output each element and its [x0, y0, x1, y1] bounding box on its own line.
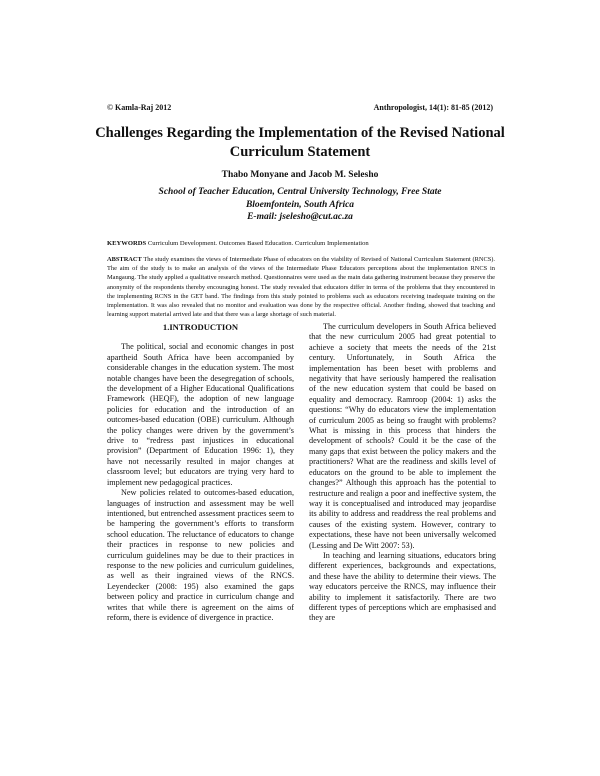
- paragraph: The curriculum developers in South Africa believed that the new curriculum 2005 had great potential to achieve a society that meets the needs of the 21st century. Unfortunately, in South Africa the implementation has been beset with problems and negativity that have seriously hampered the realisation of the new education system that could be based on equality and democracy. Ramroop (2004: 1) asks the questions: “Why do educators view the implementation of curriculum 2005 as being so fraught with problems? What is missing in this process that hinders the development of schools? Could it be the case of the many gaps that exist between the policy makers and the practitioners? What are the readiness and skills level of educators on the ground to be able to implement the changes?” Although this approach has the potential to restructure and realign a poor and ineffective system, the way it is conceptualised and introduced may jeopardise its ability to address and readdress the real problems and causes of the existing system. However, contrary to expectations, these have not been universally welcomed (Lessing and De Witt 2007: 53).: [309, 322, 496, 550]
- abstract-label: ABSTRACT: [107, 256, 142, 263]
- keywords-text: Curriculum Development. Outcomes Based Education. Curriculum Implementation: [147, 240, 369, 247]
- left-column: [107, 322, 294, 623]
- affiliation-line: School of Teacher Education, Central University Technology, Free State: [158, 187, 442, 197]
- paragraph: The political, social and economic changes in post apartheid South Africa have been accompanied by considerable changes in the education system. The most notable changes have been the desegregation of schools, the development of a Higher Educational Qualifications Framework (HEQF), the adoption of new language policies for education and the introduction of an outcomes-based education (OBE) curriculum. Although the policy changes were driven by the government’s drive to “redress past injustices in educational provision” (Department of Education 1996: 1), they have not necessarily resulted in major changes at classroom level; but educators are trying very hard to implement new pedagogical practices.: [107, 342, 294, 487]
- copyright-notice: © Kamla-Raj 2012: [107, 103, 172, 112]
- abstract-block: [107, 255, 495, 319]
- running-header: [107, 103, 493, 115]
- author-list: Thabo Monyane and Jacob M. Selesho: [221, 170, 379, 180]
- paragraph: New policies related to outcomes-based education, languages of instruction and assessment may be well intentioned, but entrenched assessment practices seem to be hampering the government’s efforts to transform school education. The reluctance of educators to change their practices in response to new policies and curriculum guidelines may be due to their practices in response to the new policies and curriculum guidelines, as well as their ingrained views of the RNCS. Leyendecker (2008: 195) also examined the gaps between policy and practice in curriculum change and writes that while there is agreement on the aims of reform, there is evidence of divergence in practice.: [107, 488, 294, 622]
- paragraph: In teaching and learning situations, educators bring different experiences, backgrounds and expectations, and these have the ability to determine their views. The way educators perceive the RNCS, may influence their ability to implement it satisfactorily. There are two different types of perceptions which are emphasised and they are: [309, 550, 496, 623]
- right-column: [309, 322, 496, 624]
- section-heading: 1.INTRODUCTION: [162, 322, 239, 332]
- keywords-label: KEYWORDS: [107, 240, 147, 247]
- affiliation-block: [60, 186, 540, 224]
- paper-title: Challenges Regarding the Implementation of the Revised National Curriculum Statement: [95, 125, 505, 160]
- journal-citation: Anthropologist, 14(1): 81-85 (2012): [373, 103, 493, 112]
- keywords-block: [107, 239, 497, 248]
- affiliation-city: Bloemfontein, South Africa: [245, 199, 355, 210]
- abstract-text: The study examines the views of Intermediate Phase of educators on the viability of Revised of National Curriculum Statement (RNCS). The aim of the study is to make an analysis of the views of the Intermediate Phase Educators perceptions about the implementation RNCS in Mangaung. The study applied a qualitative research method. Questionnaires were used as the main data gathering instrument because they preserve the anonymity of the respondents thereby encouraging honest. The study revealed that educators differ in terms of the problems that they encountered in the implementing RCNS in the GET band. The findings from this study pointed to problems such as educators receiving inadequate training on the implementation. It was also revealed that no monitor and evaluation was done by the respective official. Another finding, showed that teaching and learning support material arrived late and that there was a large shortage of such material.: [107, 256, 495, 319]
- author-email: E-mail: jselesho@cut.ac.za: [247, 212, 353, 222]
